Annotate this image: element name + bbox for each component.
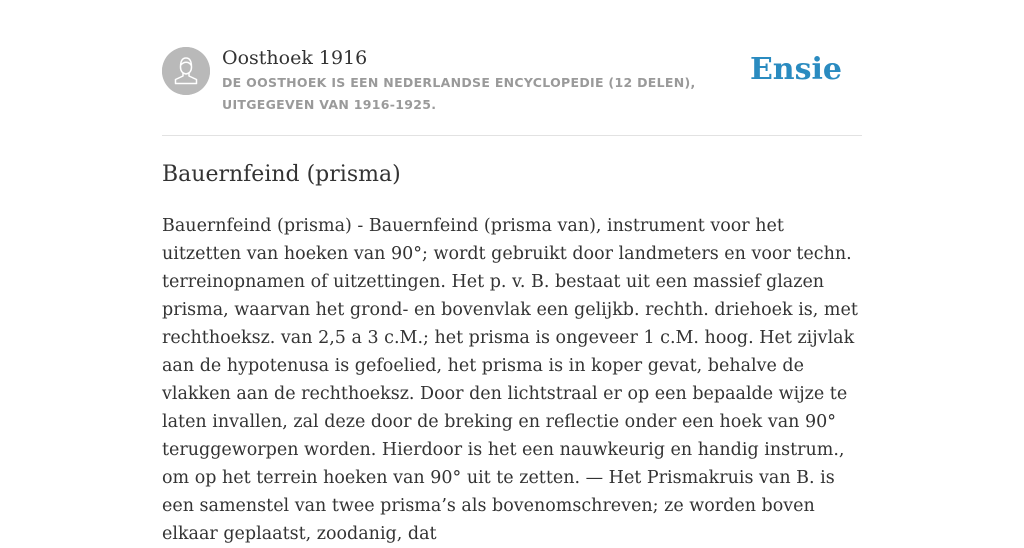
- entry-title: Bauernfeind (prisma): [162, 162, 401, 187]
- user-silhouette-icon[interactable]: [162, 47, 210, 95]
- source-title[interactable]: Oosthoek 1916: [222, 47, 368, 69]
- source-header: [162, 46, 862, 126]
- header-divider: [162, 135, 862, 136]
- ensie-logo[interactable]: Ensie: [749, 52, 842, 87]
- entry-body: Bauernfeind (prisma) - Bauernfeind (prisma van), instrument voor het uitzetten van hoeken van 90°; wordt gebruikt door landmeters en voor techn. terreinopnamen of uitzettingen. Het p. v. B. bestaat uit een massief glazen prisma, waarvan het grond- en bovenvlak een gelijkb. rechth. driehoek is, met rechthoeksz. van 2,5 a 3 c.M.; het prisma is ongeveer 1 c.M. hoog. Het zijvlak aan de hypotenusa is gefoelied, het prisma is in koper gevat, behalve de vlakken aan de rechthoeksz. Door den lichtstraal er op een bepaalde wijze te laten invallen, zal deze door de breking en reflectie onder een hoek van 90° teruggeworpen worden. Hierdoor is het een nauwkeurig en handig instrum., om op het terrein hoeken van 90° uit te zetten. — Het Prismakruis van B. is een samenstel van twee prisma’s als bovenomschreven; ze worden boven elkaar geplaatst, zoodanig, dat: [162, 216, 858, 544]
- source-description: DE OOSTHOEK IS EEN NEDERLANDSE ENCYCLOPEDIE (12 DELEN), UITGEGEVEN VAN 1916-1925.: [222, 75, 696, 112]
